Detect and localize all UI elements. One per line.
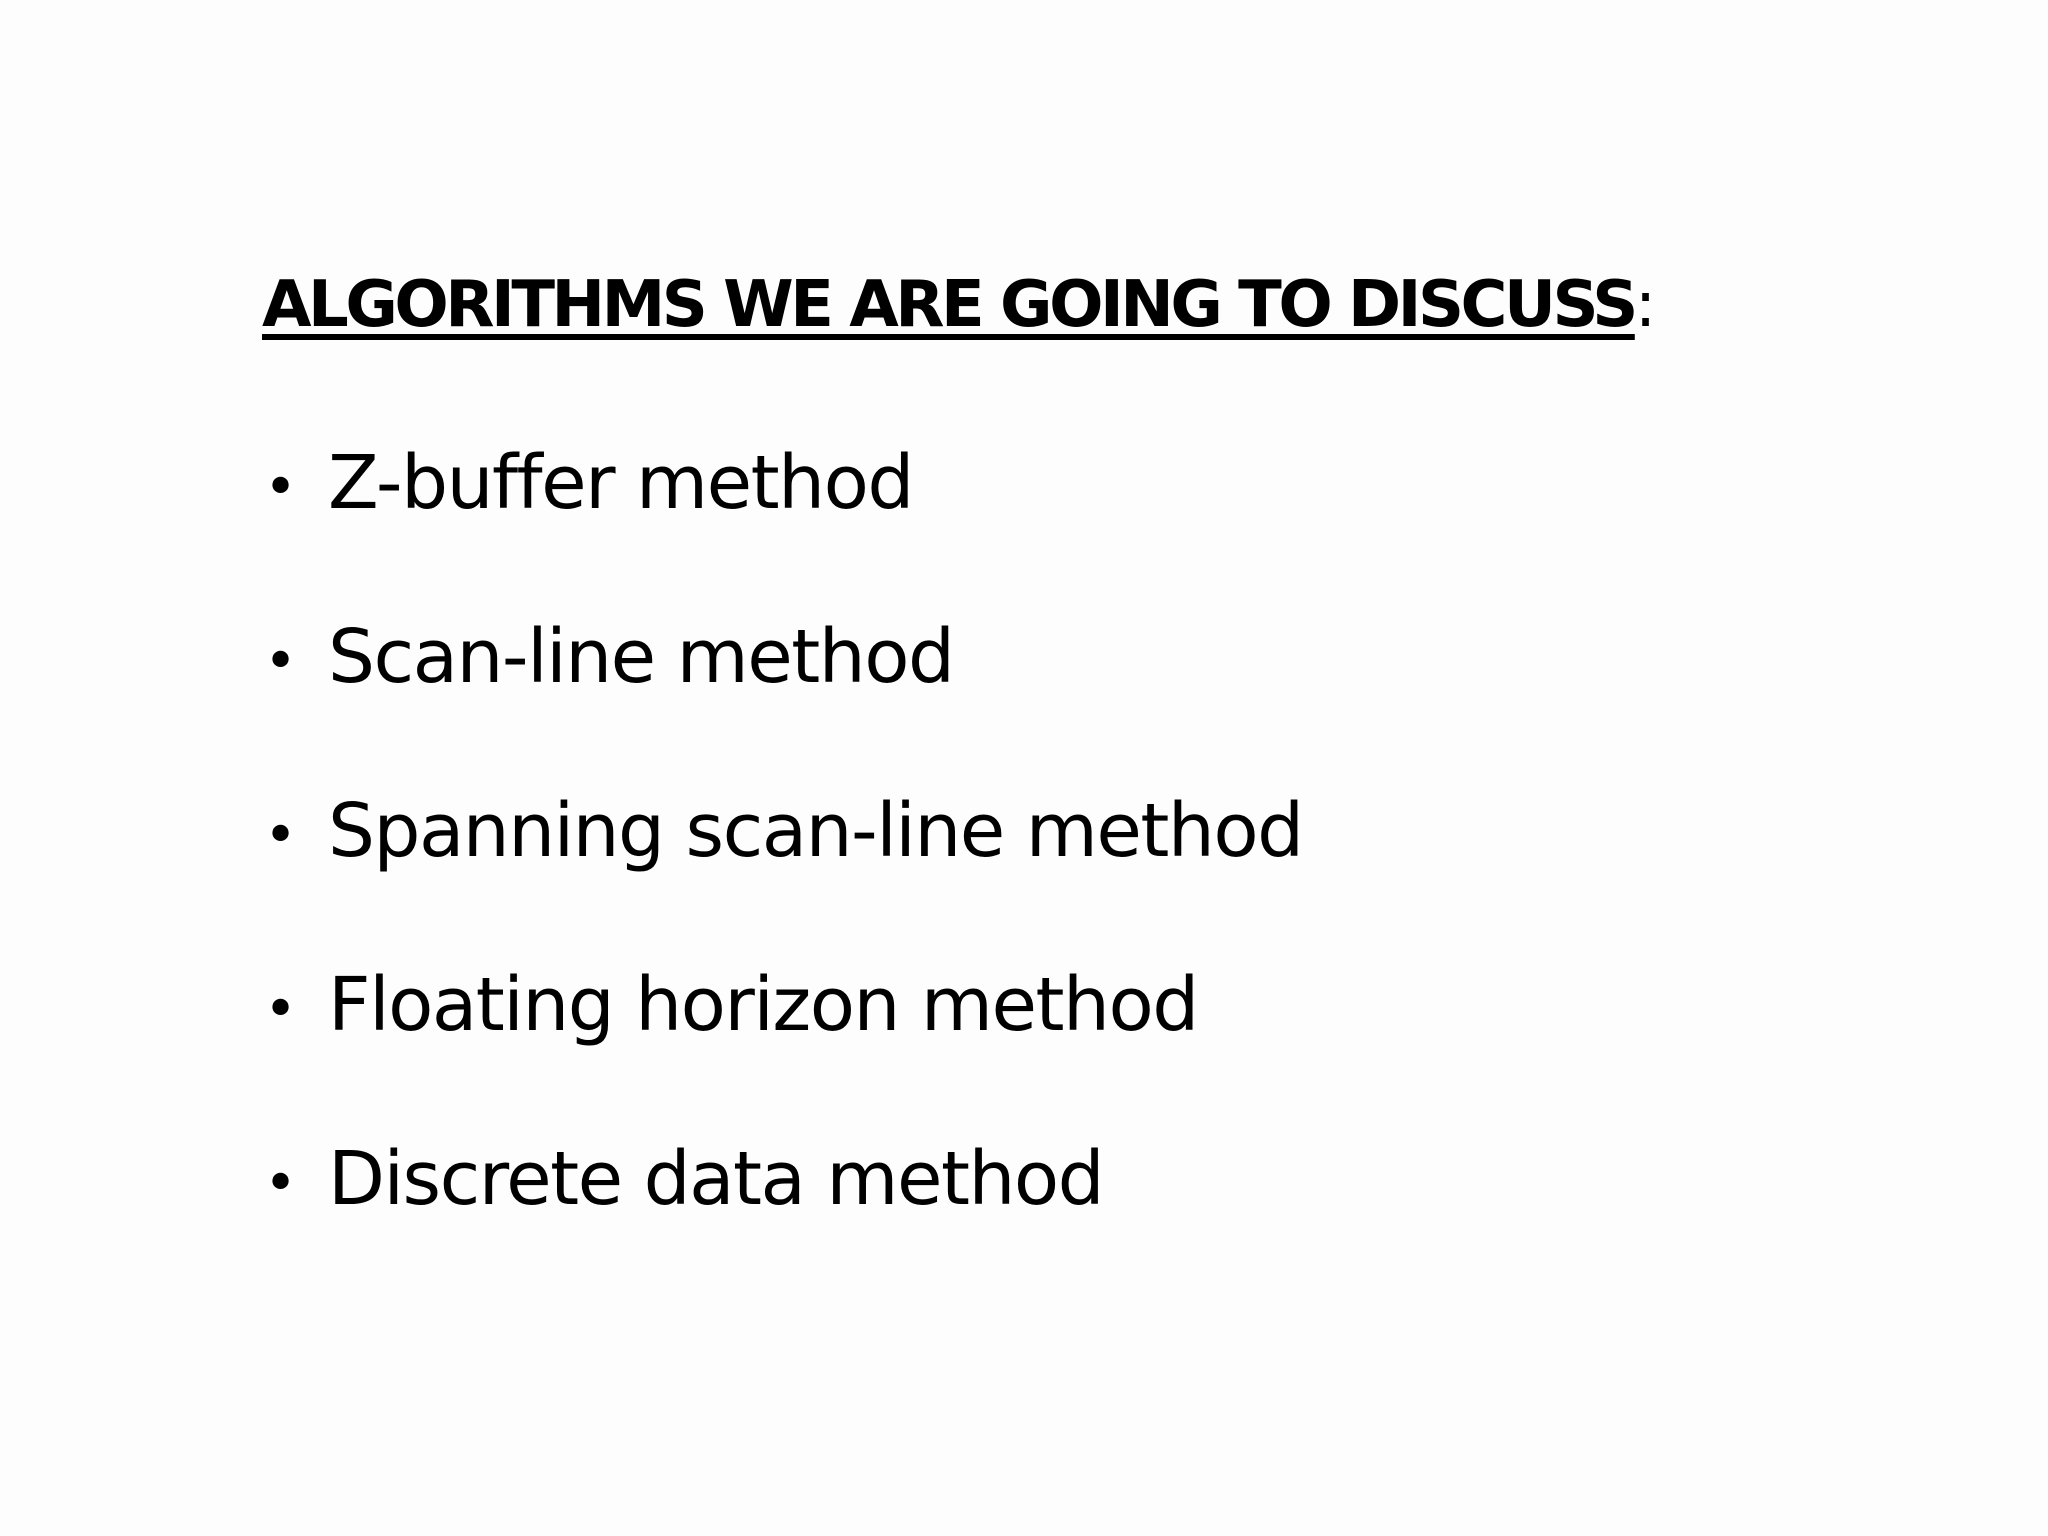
list-item-label: Scan-line method: [328, 614, 954, 700]
slide-heading: ALGORITHMS WE ARE GOING TO DISCUSS: [262, 268, 1635, 342]
list-item-label: Discrete data method: [328, 1136, 1104, 1222]
bullet-icon: •: [264, 629, 296, 694]
bullet-icon: •: [264, 977, 296, 1042]
list-item-label: Z-buffer method: [328, 440, 913, 526]
bullet-icon: •: [264, 455, 296, 520]
heading-colon: :: [1634, 268, 1653, 342]
list-item-label: Floating horizon method: [328, 962, 1198, 1048]
slide-heading-line: [262, 262, 1653, 348]
list-item-label: Spanning scan-line method: [328, 788, 1303, 874]
bullet-icon: •: [264, 803, 296, 868]
bullet-icon: •: [264, 1151, 296, 1216]
